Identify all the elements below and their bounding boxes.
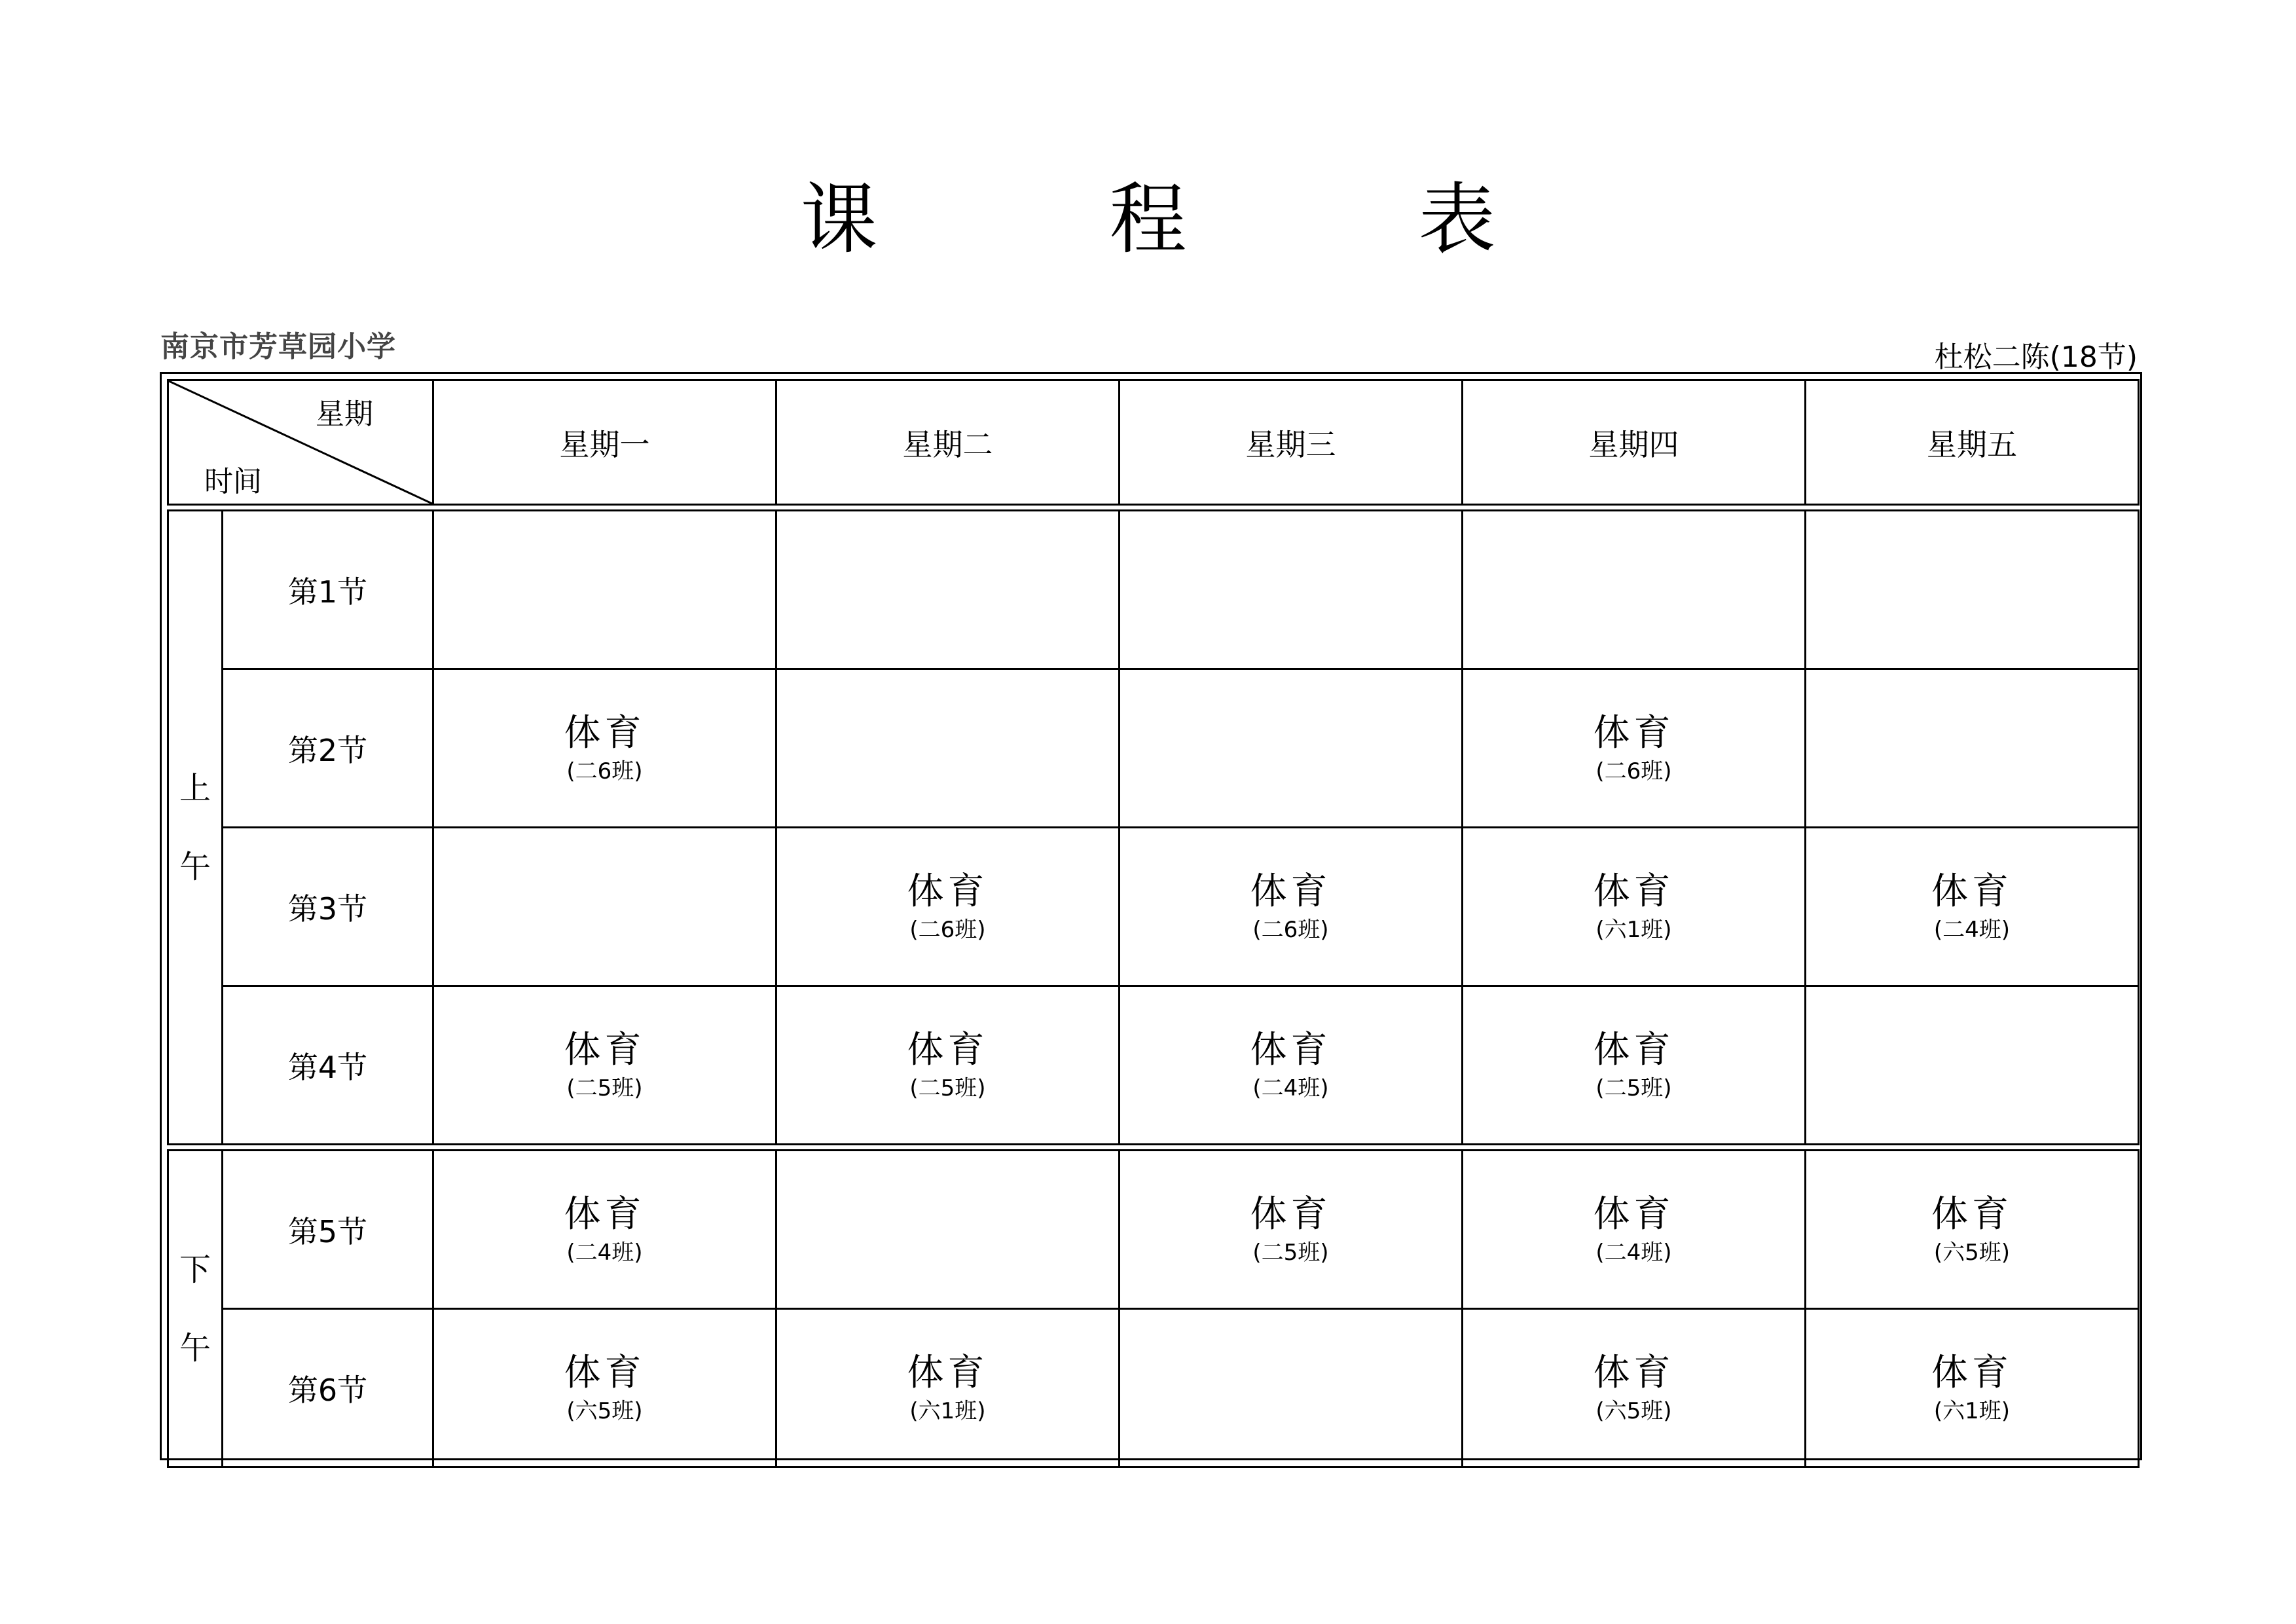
session-morning: 上 午 (168, 511, 223, 1145)
lesson-cell: 体育 (二6班) (776, 828, 1120, 986)
lesson-cell: 体育 (二5班) (1463, 986, 1806, 1145)
lesson-cell: 体育 (二5班) (433, 986, 776, 1145)
timetable (167, 379, 2140, 1468)
period-label: 第1节 (223, 511, 433, 669)
day-header-fri: 星期五 (1806, 380, 2139, 505)
teacher-info: 杜松二陈(18节) (1934, 341, 2138, 374)
period-row (168, 828, 2139, 986)
lesson-cell (1806, 986, 2139, 1145)
lesson-cell (776, 1151, 1120, 1309)
corner-cell (168, 380, 433, 505)
day-header-thu: 星期四 (1463, 380, 1806, 505)
lesson-cell (1806, 669, 2139, 828)
day-header-mon: 星期一 (433, 380, 776, 505)
lesson-cell: 体育 (六5班) (1806, 1151, 2139, 1309)
day-header-tue: 星期二 (776, 380, 1120, 505)
day-header-wed: 星期三 (1120, 380, 1463, 505)
corner-label-day: 星期 (316, 397, 373, 431)
lesson-cell (433, 828, 776, 986)
lesson-cell: 体育 (二5班) (1120, 1151, 1463, 1309)
period-label: 第4节 (223, 986, 433, 1145)
period-row (168, 511, 2139, 669)
period-label: 第5节 (223, 1151, 433, 1309)
lesson-cell: 体育 (六1班) (1463, 828, 1806, 986)
period-row (168, 986, 2139, 1145)
period-row (168, 1309, 2139, 1467)
lesson-cell (776, 669, 1120, 828)
lesson-cell: 体育 (二6班) (1120, 828, 1463, 986)
period-label: 第6节 (223, 1309, 433, 1467)
lesson-cell: 体育 (二4班) (1463, 1151, 1806, 1309)
period-label: 第3节 (223, 828, 433, 986)
lesson-cell: 体育 (二4班) (1120, 986, 1463, 1145)
lesson-cell: 体育 (二6班) (1463, 669, 1806, 828)
page-title: 课 程 表 (800, 174, 1496, 265)
timetable-frame (160, 372, 2142, 1460)
lesson-cell: 体育 (六5班) (433, 1309, 776, 1467)
lesson-cell (776, 511, 1120, 669)
period-row (168, 669, 2139, 828)
corner-label-time: 时间 (204, 465, 262, 498)
lesson-cell (433, 511, 776, 669)
lesson-cell (1120, 669, 1463, 828)
lesson-cell: 体育 (六1班) (776, 1309, 1120, 1467)
school-name: 南京市芳草园小学 (160, 330, 396, 363)
period-label: 第2节 (223, 669, 433, 828)
lesson-cell: 体育 (六5班) (1463, 1309, 1806, 1467)
period-row (168, 1151, 2139, 1309)
lesson-cell: 体育 (六1班) (1806, 1309, 2139, 1467)
lesson-cell (1120, 511, 1463, 669)
lesson-cell: 体育 (二5班) (776, 986, 1120, 1145)
header-row (168, 380, 2139, 505)
session-afternoon: 下 午 (168, 1151, 223, 1467)
lesson-cell (1463, 511, 1806, 669)
lesson-cell (1120, 1309, 1463, 1467)
lesson-cell: 体育 (二4班) (433, 1151, 776, 1309)
lesson-cell (1806, 511, 2139, 669)
lesson-cell: 体育 (二6班) (433, 669, 776, 828)
lesson-cell: 体育 (二4班) (1806, 828, 2139, 986)
